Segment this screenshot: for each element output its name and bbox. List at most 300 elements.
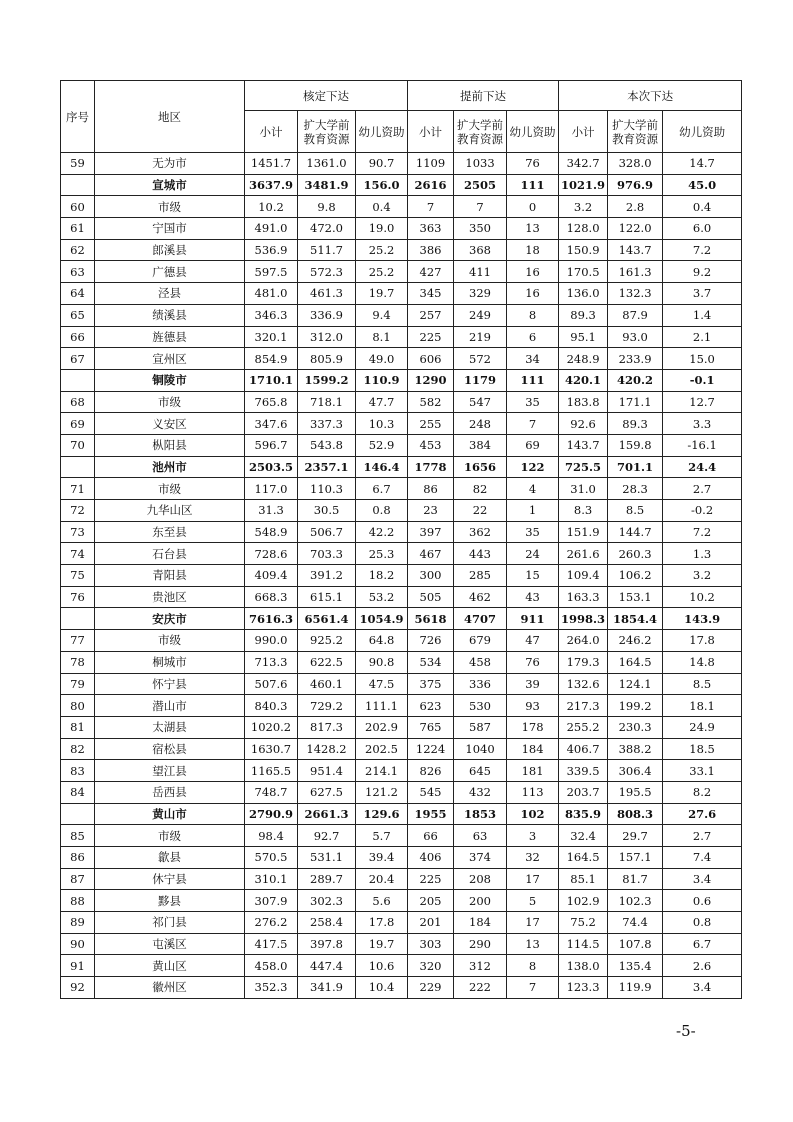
value-cell: 47.7 bbox=[356, 391, 408, 413]
value-cell: 161.3 bbox=[608, 261, 663, 283]
city-total-row bbox=[61, 608, 742, 630]
value-cell: 5.7 bbox=[356, 825, 408, 847]
region-cell: 旌德县 bbox=[95, 326, 245, 348]
value-cell: 339.5 bbox=[559, 760, 608, 782]
value-cell: 543.8 bbox=[298, 434, 356, 456]
value-cell: 285 bbox=[454, 565, 507, 587]
value-cell: 15.0 bbox=[663, 348, 742, 370]
value-cell: 119.9 bbox=[608, 977, 663, 999]
value-cell: 505 bbox=[408, 586, 454, 608]
value-cell: 472.0 bbox=[298, 218, 356, 240]
region-cell: 安庆市 bbox=[95, 608, 245, 630]
value-cell: 2.8 bbox=[608, 196, 663, 218]
value-cell: 258.4 bbox=[298, 912, 356, 934]
value-cell: 10.2 bbox=[245, 196, 298, 218]
value-cell: 202.9 bbox=[356, 716, 408, 738]
region-cell: 枞阳县 bbox=[95, 434, 245, 456]
seq-cell: 70 bbox=[61, 434, 95, 456]
value-cell: 726 bbox=[408, 630, 454, 652]
seq-cell: 85 bbox=[61, 825, 95, 847]
value-cell: 1.3 bbox=[663, 543, 742, 565]
value-cell: 159.8 bbox=[608, 434, 663, 456]
seq-cell: 67 bbox=[61, 348, 95, 370]
value-cell: 679 bbox=[454, 630, 507, 652]
value-cell: 132.6 bbox=[559, 673, 608, 695]
value-cell: 443 bbox=[454, 543, 507, 565]
table-row bbox=[61, 218, 742, 240]
value-cell: 409.4 bbox=[245, 565, 298, 587]
value-cell: 854.9 bbox=[245, 348, 298, 370]
value-cell: 111 bbox=[507, 174, 559, 196]
value-cell: 0.8 bbox=[356, 500, 408, 522]
value-cell: 35 bbox=[507, 391, 559, 413]
value-cell: 345 bbox=[408, 283, 454, 305]
region-cell: 宣州区 bbox=[95, 348, 245, 370]
value-cell: 179.3 bbox=[559, 651, 608, 673]
seq-cell: 84 bbox=[61, 781, 95, 803]
region-cell: 贵池区 bbox=[95, 586, 245, 608]
value-cell: 0.4 bbox=[356, 196, 408, 218]
value-cell: 225 bbox=[408, 868, 454, 890]
value-cell: 728.6 bbox=[245, 543, 298, 565]
value-cell: 290 bbox=[454, 933, 507, 955]
value-cell: 622.5 bbox=[298, 651, 356, 673]
value-cell: 89.3 bbox=[559, 304, 608, 326]
value-cell: 202.5 bbox=[356, 738, 408, 760]
value-cell: 85.1 bbox=[559, 868, 608, 890]
value-cell: 352.3 bbox=[245, 977, 298, 999]
value-cell: 531.1 bbox=[298, 847, 356, 869]
value-cell: 1054.9 bbox=[356, 608, 408, 630]
value-cell: 0.4 bbox=[663, 196, 742, 218]
value-cell: 25.2 bbox=[356, 239, 408, 261]
value-cell: 102.3 bbox=[608, 890, 663, 912]
value-cell: 233.9 bbox=[608, 348, 663, 370]
value-cell: 86 bbox=[408, 478, 454, 500]
value-cell: 35 bbox=[507, 521, 559, 543]
value-cell: 18.5 bbox=[663, 738, 742, 760]
header-approved-subtotal: 小计 bbox=[245, 111, 298, 153]
value-cell: 93 bbox=[507, 695, 559, 717]
value-cell: 10.3 bbox=[356, 413, 408, 435]
value-cell: 32.4 bbox=[559, 825, 608, 847]
value-cell: 47.5 bbox=[356, 673, 408, 695]
value-cell: 596.7 bbox=[245, 434, 298, 456]
header-seq: 序号 bbox=[61, 81, 95, 153]
value-cell: 312.0 bbox=[298, 326, 356, 348]
value-cell: 143.7 bbox=[608, 239, 663, 261]
value-cell: 117.0 bbox=[245, 478, 298, 500]
value-cell: 835.9 bbox=[559, 803, 608, 825]
value-cell: 27.6 bbox=[663, 803, 742, 825]
value-cell: 10.6 bbox=[356, 955, 408, 977]
value-cell: 570.5 bbox=[245, 847, 298, 869]
value-cell: 511.7 bbox=[298, 239, 356, 261]
value-cell: 222 bbox=[454, 977, 507, 999]
value-cell: 64.8 bbox=[356, 630, 408, 652]
value-cell: 729.2 bbox=[298, 695, 356, 717]
table-row bbox=[61, 413, 742, 435]
value-cell: 534 bbox=[408, 651, 454, 673]
table-row bbox=[61, 478, 742, 500]
value-cell: 300 bbox=[408, 565, 454, 587]
value-cell: 114.5 bbox=[559, 933, 608, 955]
seq-cell: 63 bbox=[61, 261, 95, 283]
header-region: 地区 bbox=[95, 81, 245, 153]
value-cell: 31.3 bbox=[245, 500, 298, 522]
value-cell: 195.5 bbox=[608, 781, 663, 803]
value-cell: 346.3 bbox=[245, 304, 298, 326]
table-row bbox=[61, 348, 742, 370]
value-cell: 368 bbox=[454, 239, 507, 261]
value-cell: 29.7 bbox=[608, 825, 663, 847]
value-cell: 7.4 bbox=[663, 847, 742, 869]
value-cell: 8.2 bbox=[663, 781, 742, 803]
value-cell: 42.2 bbox=[356, 521, 408, 543]
header-advance-subsidy: 幼儿资助 bbox=[507, 111, 559, 153]
value-cell: 17.8 bbox=[356, 912, 408, 934]
region-cell: 祁门县 bbox=[95, 912, 245, 934]
value-cell: 1165.5 bbox=[245, 760, 298, 782]
value-cell: 3481.9 bbox=[298, 174, 356, 196]
value-cell: -0.1 bbox=[663, 369, 742, 391]
value-cell: 1428.2 bbox=[298, 738, 356, 760]
value-cell: 92.6 bbox=[559, 413, 608, 435]
value-cell: 49.0 bbox=[356, 348, 408, 370]
value-cell: 15 bbox=[507, 565, 559, 587]
value-cell: 701.1 bbox=[608, 456, 663, 478]
table-row bbox=[61, 651, 742, 673]
value-cell: 536.9 bbox=[245, 239, 298, 261]
value-cell: 9.8 bbox=[298, 196, 356, 218]
value-cell: 19.7 bbox=[356, 283, 408, 305]
value-cell: 1451.7 bbox=[245, 153, 298, 175]
table-row bbox=[61, 955, 742, 977]
region-cell: 屯溪区 bbox=[95, 933, 245, 955]
value-cell: 0 bbox=[507, 196, 559, 218]
seq-cell: 90 bbox=[61, 933, 95, 955]
region-cell: 九华山区 bbox=[95, 500, 245, 522]
value-cell: 990.0 bbox=[245, 630, 298, 652]
value-cell: 925.2 bbox=[298, 630, 356, 652]
region-cell: 市级 bbox=[95, 391, 245, 413]
value-cell: 491.0 bbox=[245, 218, 298, 240]
value-cell: 255.2 bbox=[559, 716, 608, 738]
value-cell: 911 bbox=[507, 608, 559, 630]
value-cell: 597.5 bbox=[245, 261, 298, 283]
value-cell: 8.1 bbox=[356, 326, 408, 348]
table-row bbox=[61, 153, 742, 175]
value-cell: 951.4 bbox=[298, 760, 356, 782]
value-cell: 199.2 bbox=[608, 695, 663, 717]
value-cell: 75.2 bbox=[559, 912, 608, 934]
seq-cell bbox=[61, 369, 95, 391]
value-cell: 391.2 bbox=[298, 565, 356, 587]
value-cell: 374 bbox=[454, 847, 507, 869]
value-cell: 93.0 bbox=[608, 326, 663, 348]
region-cell: 望江县 bbox=[95, 760, 245, 782]
value-cell: 87.9 bbox=[608, 304, 663, 326]
page-number: -5- bbox=[676, 1022, 696, 1040]
seq-cell: 68 bbox=[61, 391, 95, 413]
value-cell: 467 bbox=[408, 543, 454, 565]
region-cell: 铜陵市 bbox=[95, 369, 245, 391]
seq-cell: 88 bbox=[61, 890, 95, 912]
seq-cell: 73 bbox=[61, 521, 95, 543]
value-cell: 347.6 bbox=[245, 413, 298, 435]
value-cell: 184 bbox=[454, 912, 507, 934]
value-cell: 2616 bbox=[408, 174, 454, 196]
region-cell: 歙县 bbox=[95, 847, 245, 869]
seq-cell bbox=[61, 803, 95, 825]
value-cell: 2.1 bbox=[663, 326, 742, 348]
value-cell: 248.9 bbox=[559, 348, 608, 370]
value-cell: 572 bbox=[454, 348, 507, 370]
value-cell: 28.3 bbox=[608, 478, 663, 500]
value-cell: 181 bbox=[507, 760, 559, 782]
value-cell: 1.4 bbox=[663, 304, 742, 326]
value-cell: 303 bbox=[408, 933, 454, 955]
value-cell: 587 bbox=[454, 716, 507, 738]
table-row bbox=[61, 868, 742, 890]
table-body bbox=[61, 153, 742, 999]
region-cell: 潜山市 bbox=[95, 695, 245, 717]
value-cell: 276.2 bbox=[245, 912, 298, 934]
value-cell: 3.3 bbox=[663, 413, 742, 435]
value-cell: 249 bbox=[454, 304, 507, 326]
value-cell: 163.3 bbox=[559, 586, 608, 608]
value-cell: 124.1 bbox=[608, 673, 663, 695]
seq-cell: 78 bbox=[61, 651, 95, 673]
value-cell: 53.2 bbox=[356, 586, 408, 608]
value-cell: 95.1 bbox=[559, 326, 608, 348]
region-cell: 黄山市 bbox=[95, 803, 245, 825]
value-cell: 13 bbox=[507, 218, 559, 240]
value-cell: 805.9 bbox=[298, 348, 356, 370]
value-cell: 2790.9 bbox=[245, 803, 298, 825]
value-cell: 336.9 bbox=[298, 304, 356, 326]
header-current: 本次下达 bbox=[559, 81, 742, 111]
value-cell: 3.4 bbox=[663, 977, 742, 999]
header-current-subsidy: 幼儿资助 bbox=[663, 111, 742, 153]
value-cell: 214.1 bbox=[356, 760, 408, 782]
value-cell: 703.3 bbox=[298, 543, 356, 565]
value-cell: 363 bbox=[408, 218, 454, 240]
value-cell: 306.4 bbox=[608, 760, 663, 782]
value-cell: 200 bbox=[454, 890, 507, 912]
value-cell: 8 bbox=[507, 955, 559, 977]
value-cell: 111.1 bbox=[356, 695, 408, 717]
value-cell: 164.5 bbox=[608, 651, 663, 673]
value-cell: 765 bbox=[408, 716, 454, 738]
value-cell: 817.3 bbox=[298, 716, 356, 738]
table-row bbox=[61, 716, 742, 738]
value-cell: 102.9 bbox=[559, 890, 608, 912]
value-cell: 201 bbox=[408, 912, 454, 934]
value-cell: 246.2 bbox=[608, 630, 663, 652]
value-cell: 113 bbox=[507, 781, 559, 803]
value-cell: 1040 bbox=[454, 738, 507, 760]
table-row bbox=[61, 521, 742, 543]
value-cell: 0.8 bbox=[663, 912, 742, 934]
value-cell: 310.1 bbox=[245, 868, 298, 890]
value-cell: 146.4 bbox=[356, 456, 408, 478]
value-cell: 8 bbox=[507, 304, 559, 326]
value-cell: 9.2 bbox=[663, 261, 742, 283]
value-cell: 645 bbox=[454, 760, 507, 782]
seq-cell: 87 bbox=[61, 868, 95, 890]
value-cell: 34 bbox=[507, 348, 559, 370]
value-cell: 66 bbox=[408, 825, 454, 847]
value-cell: 307.9 bbox=[245, 890, 298, 912]
table-row bbox=[61, 326, 742, 348]
table-row bbox=[61, 977, 742, 999]
value-cell: 0.6 bbox=[663, 890, 742, 912]
value-cell: 156.0 bbox=[356, 174, 408, 196]
header-advance: 提前下达 bbox=[408, 81, 559, 111]
value-cell: 2505 bbox=[454, 174, 507, 196]
value-cell: 302.3 bbox=[298, 890, 356, 912]
seq-cell: 71 bbox=[61, 478, 95, 500]
value-cell: 7 bbox=[507, 413, 559, 435]
value-cell: 25.3 bbox=[356, 543, 408, 565]
value-cell: 8.5 bbox=[608, 500, 663, 522]
value-cell: 1361.0 bbox=[298, 153, 356, 175]
value-cell: 386 bbox=[408, 239, 454, 261]
value-cell: 107.8 bbox=[608, 933, 663, 955]
table-row bbox=[61, 760, 742, 782]
region-cell: 广德县 bbox=[95, 261, 245, 283]
region-cell: 宁国市 bbox=[95, 218, 245, 240]
value-cell: 460.1 bbox=[298, 673, 356, 695]
value-cell: 1290 bbox=[408, 369, 454, 391]
value-cell: 45.0 bbox=[663, 174, 742, 196]
seq-cell: 75 bbox=[61, 565, 95, 587]
value-cell: 261.6 bbox=[559, 543, 608, 565]
table-row bbox=[61, 630, 742, 652]
value-cell: 375 bbox=[408, 673, 454, 695]
value-cell: 506.7 bbox=[298, 521, 356, 543]
seq-cell: 69 bbox=[61, 413, 95, 435]
header-advance-subtotal: 小计 bbox=[408, 111, 454, 153]
value-cell: 1853 bbox=[454, 803, 507, 825]
value-cell: 320 bbox=[408, 955, 454, 977]
seq-cell: 60 bbox=[61, 196, 95, 218]
value-cell: 18 bbox=[507, 239, 559, 261]
value-cell: 342.7 bbox=[559, 153, 608, 175]
table-row bbox=[61, 304, 742, 326]
value-cell: 19.7 bbox=[356, 933, 408, 955]
value-cell: 840.3 bbox=[245, 695, 298, 717]
value-cell: 121.2 bbox=[356, 781, 408, 803]
value-cell: 623 bbox=[408, 695, 454, 717]
value-cell: 3637.9 bbox=[245, 174, 298, 196]
header-approved-expand: 扩大学前教育资源 bbox=[298, 111, 356, 153]
value-cell: 157.1 bbox=[608, 847, 663, 869]
table-row bbox=[61, 391, 742, 413]
value-cell: 6.7 bbox=[356, 478, 408, 500]
header-current-subtotal: 小计 bbox=[559, 111, 608, 153]
value-cell: 106.2 bbox=[608, 565, 663, 587]
value-cell: 420.2 bbox=[608, 369, 663, 391]
value-cell: 110.3 bbox=[298, 478, 356, 500]
value-cell: 289.7 bbox=[298, 868, 356, 890]
value-cell: 9.4 bbox=[356, 304, 408, 326]
value-cell: 2.7 bbox=[663, 478, 742, 500]
table-row bbox=[61, 673, 742, 695]
value-cell: 530 bbox=[454, 695, 507, 717]
value-cell: 33.1 bbox=[663, 760, 742, 782]
value-cell: 14.7 bbox=[663, 153, 742, 175]
value-cell: 462 bbox=[454, 586, 507, 608]
region-cell: 市级 bbox=[95, 196, 245, 218]
value-cell: 5.6 bbox=[356, 890, 408, 912]
value-cell: 606 bbox=[408, 348, 454, 370]
seq-cell: 80 bbox=[61, 695, 95, 717]
value-cell: 420.1 bbox=[559, 369, 608, 391]
seq-cell: 72 bbox=[61, 500, 95, 522]
value-cell: 406.7 bbox=[559, 738, 608, 760]
value-cell: 3.4 bbox=[663, 868, 742, 890]
seq-cell: 76 bbox=[61, 586, 95, 608]
value-cell: 341.9 bbox=[298, 977, 356, 999]
value-cell: 132.3 bbox=[608, 283, 663, 305]
value-cell: 3 bbox=[507, 825, 559, 847]
table-row bbox=[61, 543, 742, 565]
seq-cell: 77 bbox=[61, 630, 95, 652]
value-cell: 109.4 bbox=[559, 565, 608, 587]
seq-cell: 64 bbox=[61, 283, 95, 305]
seq-cell bbox=[61, 174, 95, 196]
region-cell: 市级 bbox=[95, 630, 245, 652]
table-row bbox=[61, 933, 742, 955]
value-cell: 39 bbox=[507, 673, 559, 695]
value-cell: 1 bbox=[507, 500, 559, 522]
header-advance-expand: 扩大学前教育资源 bbox=[454, 111, 507, 153]
region-cell: 休宁县 bbox=[95, 868, 245, 890]
value-cell: 6.7 bbox=[663, 933, 742, 955]
value-cell: 615.1 bbox=[298, 586, 356, 608]
table-row bbox=[61, 825, 742, 847]
value-cell: 582 bbox=[408, 391, 454, 413]
value-cell: 111 bbox=[507, 369, 559, 391]
value-cell: 4707 bbox=[454, 608, 507, 630]
value-cell: 230.3 bbox=[608, 716, 663, 738]
value-cell: 10.4 bbox=[356, 977, 408, 999]
value-cell: 1033 bbox=[454, 153, 507, 175]
table-row bbox=[61, 196, 742, 218]
value-cell: 328.0 bbox=[608, 153, 663, 175]
value-cell: 1778 bbox=[408, 456, 454, 478]
value-cell: 219 bbox=[454, 326, 507, 348]
seq-cell: 82 bbox=[61, 738, 95, 760]
value-cell: 718.1 bbox=[298, 391, 356, 413]
value-cell: 151.9 bbox=[559, 521, 608, 543]
value-cell: 432 bbox=[454, 781, 507, 803]
value-cell: 320.1 bbox=[245, 326, 298, 348]
value-cell: 572.3 bbox=[298, 261, 356, 283]
value-cell: 406 bbox=[408, 847, 454, 869]
value-cell: 481.0 bbox=[245, 283, 298, 305]
seq-cell: 66 bbox=[61, 326, 95, 348]
seq-cell bbox=[61, 608, 95, 630]
region-cell: 岳西县 bbox=[95, 781, 245, 803]
value-cell: 74.4 bbox=[608, 912, 663, 934]
seq-cell: 83 bbox=[61, 760, 95, 782]
value-cell: 461.3 bbox=[298, 283, 356, 305]
value-cell: 312 bbox=[454, 955, 507, 977]
value-cell: 24.9 bbox=[663, 716, 742, 738]
